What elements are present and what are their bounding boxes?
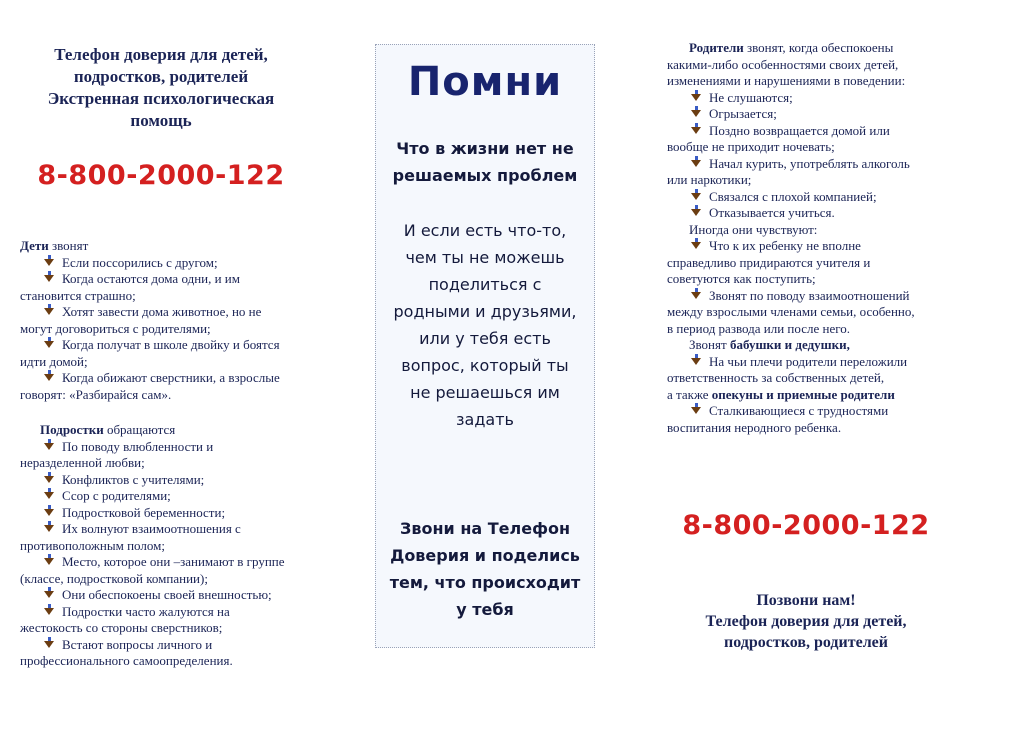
bullet-arrow-icon: [42, 637, 56, 648]
list-item: Когда получат в школе двойку и боятся идти домой;: [20, 337, 280, 369]
bullet-arrow-icon: [689, 354, 703, 365]
list-item: Что к их ребенку не вполне справедливо придираются учителя и советуются как поступить;: [667, 238, 871, 286]
bullet-arrow-icon: [689, 403, 703, 414]
bullet-arrow-icon: [42, 554, 56, 565]
bullet-arrow-icon: [42, 488, 56, 499]
bullet-arrow-icon: [42, 587, 56, 598]
list-item: Конфликтов с учителями;: [20, 472, 310, 489]
parents-list: [667, 40, 952, 436]
center-text-3: Звони на Телефон Доверия и поделись тем, что происходит у тебя: [389, 519, 581, 619]
kids-items: [20, 255, 305, 404]
right-bottom-call: Позвони нам! Телефон доверия для детей, подростков, родителей: [705, 592, 907, 651]
left-title: Телефон доверия для детей, подростков, родителей Экстренная психологическая помощь: [47, 45, 275, 130]
bullet-arrow-icon: [689, 205, 703, 216]
parents-items-4: [667, 403, 952, 436]
guardians-line: а также опекуны и приемные родители: [667, 386, 895, 402]
list-item: Звонят по поводу взаимоотношений между взрослыми членами семьи, особенно, в период развода или после него.: [667, 287, 915, 336]
parents-heading-line-1: Родители звонят, когда обеспокоены: [689, 40, 894, 55]
list-item: Когда остаются дома одни, и им становится страшно;: [20, 271, 240, 303]
teens-heading: Подростки обращаются: [40, 422, 176, 437]
list-item: Огрызается;: [667, 106, 952, 123]
bullet-arrow-icon: [42, 521, 56, 532]
parents-sometimes: Иногда они чувствуют:: [689, 221, 818, 237]
list-item: Сталкивающиеся с трудностями воспитания неродного ребенка.: [667, 403, 889, 435]
bullet-arrow-icon: [689, 90, 703, 101]
bullet-arrow-icon: [689, 123, 703, 134]
list-item: По поводу влюбленности и неразделенной любви;: [20, 438, 214, 470]
bullet-arrow-icon: [42, 337, 56, 348]
bullet-arrow-icon: [42, 271, 56, 282]
list-item: Их волнуют взаимоотношения с противоположным полом;: [20, 521, 241, 553]
bullet-arrow-icon: [42, 472, 56, 483]
parents-items: [667, 90, 952, 222]
center-title: Помни: [407, 59, 563, 105]
grandparents-line: Звонят бабушки и дедушки,: [689, 337, 850, 352]
center-panel: [375, 44, 595, 648]
list-item: Связался с плохой компанией;: [667, 189, 952, 206]
list-item: Поздно возвращается домой или вообще не приходит ночевать;: [667, 122, 890, 154]
bullet-arrow-icon: [42, 505, 56, 516]
list-item: Отказывается учиться.: [667, 205, 952, 222]
center-text-1: Что в жизни нет не решаемых проблем: [392, 139, 578, 185]
list-item: Начал курить, употреблять алкоголь или наркотики;: [667, 155, 910, 187]
list-item: На чьи плечи родители переложили ответственность за собственных детей,: [667, 353, 908, 385]
center-text-2: И если есть что-то, чем ты не можешь поделиться с родными и друзьями, или у тебя есть вопрос, который ты не решаешься им задать: [393, 221, 577, 429]
list-item: Когда обижают сверстники, а взрослые говорят: «Разбирайся сам».: [20, 370, 280, 402]
parents-items-2: [667, 238, 952, 337]
list-item: Ссор с родителями;: [20, 488, 310, 505]
kids-heading: Дети звонят: [20, 238, 89, 253]
list-item: Подростковой беременности;: [20, 505, 310, 522]
list-item: Место, которое они –занимают в группе (классе, подростковой компании);: [20, 554, 285, 586]
parents-heading-line-2: какими-либо особенностями своих детей,: [667, 56, 899, 72]
parents-items-3: [667, 354, 952, 387]
teens-list: [20, 422, 310, 670]
bullet-arrow-icon: [689, 106, 703, 117]
bullet-arrow-icon: [42, 370, 56, 381]
list-item: Подростки часто жалуются на жестокость со стороны сверстников;: [20, 603, 230, 635]
list-item: Не слушаются;: [667, 90, 952, 107]
left-phone-number: 8-800-2000-122: [37, 160, 285, 191]
list-item: Встают вопросы личного и профессионального самоопределения.: [20, 636, 233, 668]
list-item: Они обеспокоены своей внешностью;: [20, 587, 310, 604]
bullet-arrow-icon: [689, 189, 703, 200]
list-item: Если поссорились с другом;: [20, 255, 305, 272]
right-phone-number: 8-800-2000-122: [682, 510, 930, 541]
bullet-arrow-icon: [42, 439, 56, 450]
parents-heading-line-3: изменениями и нарушениями в поведении:: [667, 73, 906, 88]
bullet-arrow-icon: [42, 255, 56, 266]
bullet-arrow-icon: [42, 304, 56, 315]
bullet-arrow-icon: [42, 604, 56, 615]
bullet-arrow-icon: [689, 156, 703, 167]
kids-list: [20, 238, 305, 403]
list-item: Хотят завести дома животное, но не могут договориться с родителями;: [20, 304, 262, 336]
bullet-arrow-icon: [689, 288, 703, 299]
teens-items: [20, 439, 310, 670]
bullet-arrow-icon: [689, 238, 703, 249]
